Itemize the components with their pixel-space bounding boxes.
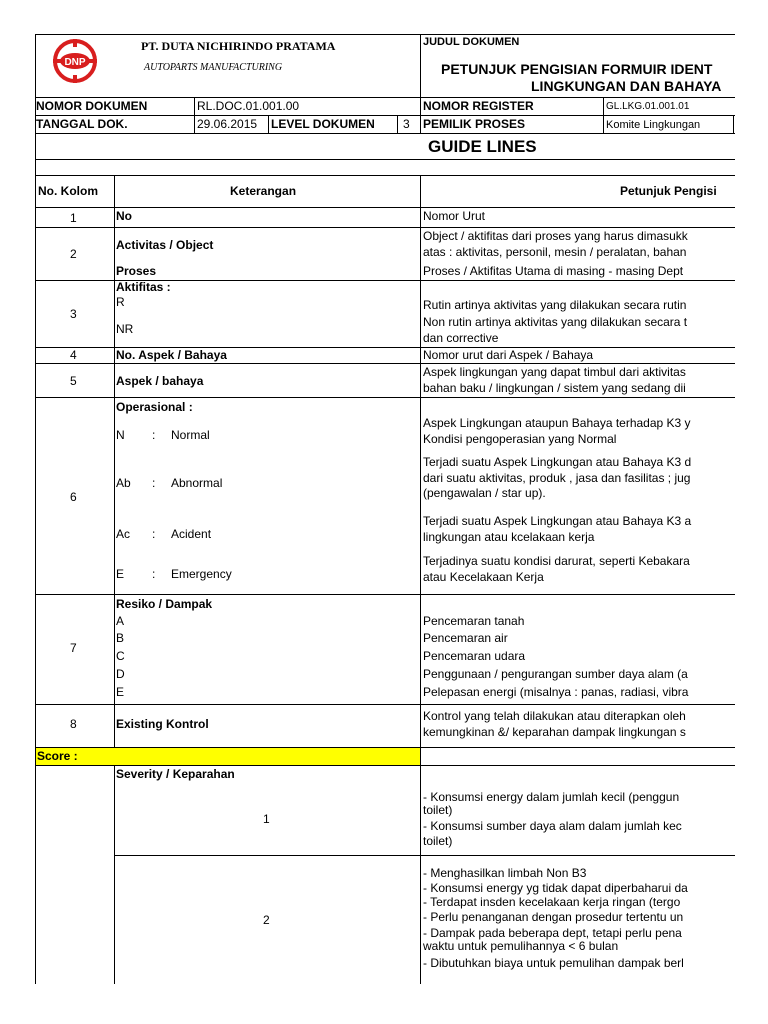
dampak-code: C (116, 649, 125, 663)
row-number: 4 (70, 348, 77, 362)
operasional-label: Emergency (171, 567, 232, 581)
row-keterangan: Activitas / Object (116, 238, 214, 252)
operasional-code: Ab (116, 476, 131, 490)
row-petunjuk: Terjadinya suatu kondisi darurat, seperti Kebakara (423, 554, 690, 568)
row-keterangan: R (116, 295, 125, 309)
pemilik-label: PEMILIK PROSES (423, 117, 526, 131)
guide-lines-title: GUIDE LINES (428, 137, 537, 156)
severity-heading: Severity / Keparahan (116, 767, 235, 781)
document-title-line2: LINGKUNGAN DAN BAHAYA (531, 78, 722, 94)
tanggal-label: TANGGAL DOK. (36, 117, 128, 131)
row-petunjuk: dan corrective (423, 331, 499, 345)
grid-line (114, 175, 115, 747)
row-number: 3 (70, 307, 77, 321)
row-keterangan: Operasional : (116, 400, 193, 414)
row-number: 8 (70, 717, 77, 731)
row-petunjuk: lingkungan atau kcelakaan kerja (423, 530, 595, 544)
row-petunjuk: Terjadi suatu Aspek Lingkungan atau Bahaya K3 a (423, 514, 692, 528)
dnp-logo (52, 38, 98, 84)
row-petunjuk: Terjadi suatu Aspek Lingkungan atau Bahaya K3 d (423, 455, 692, 469)
row-petunjuk: Object / aktifitas dari proses yang harus dimasukk (423, 229, 688, 243)
severity-desc: - Perlu penanganan dengan prosedur tertentu un (423, 910, 684, 924)
severity-desc: waktu untuk pemulihannya < 6 bulan (423, 939, 619, 953)
row-keterangan: No (116, 209, 132, 223)
severity-desc: - Konsumsi energy dalam jumlah kecil (penggun (423, 790, 680, 804)
operasional-sep: : (152, 428, 156, 442)
grid-line (35, 34, 735, 35)
severity-desc: toilet) (423, 834, 453, 848)
nomor-register-label: NOMOR REGISTER (423, 99, 534, 113)
severity-desc: toilet) (423, 803, 453, 817)
row-petunjuk: Kontrol yang telah dilakukan atau diterapkan oleh (423, 709, 686, 723)
grid-line (35, 227, 735, 228)
grid-line (114, 855, 735, 856)
operasional-code: Ac (116, 527, 131, 541)
pemilik-value: Komite Lingkungan (606, 119, 701, 131)
operasional-sep: : (152, 567, 156, 581)
row-petunjuk: Pelepasan energi (misalnya : panas, radiasi, vibra (423, 685, 689, 699)
row-keterangan: Aspek / bahaya (116, 374, 204, 388)
row-number: 2 (70, 247, 77, 261)
grid-line (35, 704, 735, 705)
row-number: 7 (70, 641, 77, 655)
grid-line (733, 115, 734, 133)
row-keterangan: Resiko / Dampak (116, 597, 213, 611)
row-petunjuk: dari suatu aktivitas, produk , jasa dan fasilitas ; jug (423, 471, 691, 485)
logo-text: DNP (64, 57, 86, 68)
severity-level: 1 (263, 812, 270, 826)
severity-desc: - Menghasilkan limbah Non B3 (423, 866, 587, 880)
grid-line (35, 363, 735, 364)
row-petunjuk: kemungkinan &/ keparahan dampak lingkungan s (423, 725, 686, 739)
row-petunjuk: atau Kecelakaan Kerja (423, 570, 544, 584)
row-keterangan: Proses (116, 264, 157, 278)
col-header-petunjuk: Petunjuk Pengisi (620, 184, 717, 198)
operasional-label: Acident (171, 527, 212, 541)
severity-desc: - Dibutuhkan biaya untuk pemulihan dampak berl (423, 956, 684, 970)
severity-desc: - Konsumsi energy yg tidak dapat diperbaharui da (423, 881, 688, 895)
grid-line (603, 97, 604, 133)
row-petunjuk: Nomor urut dari Aspek / Bahaya (423, 348, 594, 362)
grid-line (35, 97, 735, 98)
score-highlight (36, 748, 420, 765)
grid-line (420, 175, 421, 747)
grid-line (194, 97, 195, 133)
severity-desc: - Terdapat insden kecelakaan kerja ringan (tergo (423, 895, 681, 909)
row-petunjuk: Non rutin artinya aktivitas yang dilakukan secara t (423, 315, 688, 329)
grid-line (35, 34, 36, 984)
operasional-label: Abnormal (171, 476, 223, 490)
grid-line (397, 115, 398, 133)
row-number: 5 (70, 374, 77, 388)
nomor-register-value: GL.LKG.01.001.01 (606, 101, 690, 112)
row-keterangan: No. Aspek / Bahaya (116, 348, 227, 362)
nomor-dokumen-label: NOMOR DOKUMEN (36, 99, 148, 113)
col-header-keterangan: Keterangan (230, 184, 297, 198)
operasional-code: E (116, 567, 125, 581)
grid-line (35, 765, 735, 766)
nomor-dokumen-value: RL.DOC.01.001.00 (197, 99, 300, 113)
row-petunjuk: Nomor Urut (423, 209, 486, 223)
score-label: Score : (37, 749, 78, 763)
grid-line (35, 594, 735, 595)
operasional-sep: : (152, 476, 156, 490)
row-petunjuk: Pencemaran tanah (423, 614, 525, 628)
row-petunjuk: Pencemaran air (423, 631, 508, 645)
operasional-sep: : (152, 527, 156, 541)
operasional-code: N (116, 428, 125, 442)
grid-line (420, 747, 421, 984)
document-title-line1: PETUNJUK PENGISIAN FORMUIR IDENT (441, 61, 713, 77)
row-petunjuk: bahan baku / lingkungan / sistem yang sedang dii (423, 381, 686, 395)
row-petunjuk: Kondisi pengoperasian yang Normal (423, 432, 617, 446)
company-tagline: AUTOPARTS MANUFACTURING (144, 62, 283, 73)
grid-line (35, 159, 735, 160)
company-name: PT. DUTA NICHIRINDO PRATAMA (141, 39, 336, 53)
dampak-code: D (116, 667, 125, 681)
operasional-label: Normal (171, 428, 210, 442)
grid-line (35, 207, 735, 208)
row-number: 6 (70, 490, 77, 504)
row-petunjuk: Aspek lingkungan yang dapat timbul dari aktivitas (423, 365, 686, 379)
grid-line (114, 765, 115, 984)
grid-line (35, 397, 735, 398)
grid-line (35, 133, 735, 134)
tanggal-value: 29.06.2015 (197, 117, 258, 131)
row-petunjuk: Pencemaran udara (423, 649, 526, 663)
row-petunjuk: (pengawalan / star up). (423, 486, 546, 500)
severity-desc: - Konsumsi sumber daya alam dalam jumlah kec (423, 819, 682, 833)
row-petunjuk: Aspek Lingkungan ataupun Bahaya terhadap K3 y (423, 416, 691, 430)
row-petunjuk: Rutin artinya aktivitas yang dilakukan secara rutin (423, 298, 687, 312)
row-keterangan: Existing Kontrol (116, 717, 209, 731)
level-label: LEVEL DOKUMEN (271, 117, 375, 131)
row-keterangan: NR (116, 322, 134, 336)
row-number: 1 (70, 211, 77, 225)
row-petunjuk: Penggunaan / pengurangan sumber daya alam (a (423, 667, 688, 681)
grid-line (420, 34, 421, 133)
grid-line (35, 115, 735, 116)
judul-label: JUDUL DOKUMEN (423, 36, 520, 48)
grid-line (268, 115, 269, 133)
dampak-code: B (116, 631, 125, 645)
row-keterangan: Aktifitas : (116, 280, 171, 294)
row-petunjuk: atas : aktivitas, personil, mesin / peralatan, bahan (423, 245, 687, 259)
col-header-no-kolom: No. Kolom (38, 184, 98, 198)
dampak-code: A (116, 614, 125, 628)
dampak-code: E (116, 685, 125, 699)
level-value: 3 (403, 117, 410, 131)
grid-line (35, 175, 735, 176)
severity-desc: - Dampak pada beberapa dept, tetapi perlu pena (423, 926, 682, 940)
severity-level: 2 (263, 913, 270, 927)
row-petunjuk: Proses / Aktifitas Utama di masing - masing Dept (423, 264, 684, 278)
